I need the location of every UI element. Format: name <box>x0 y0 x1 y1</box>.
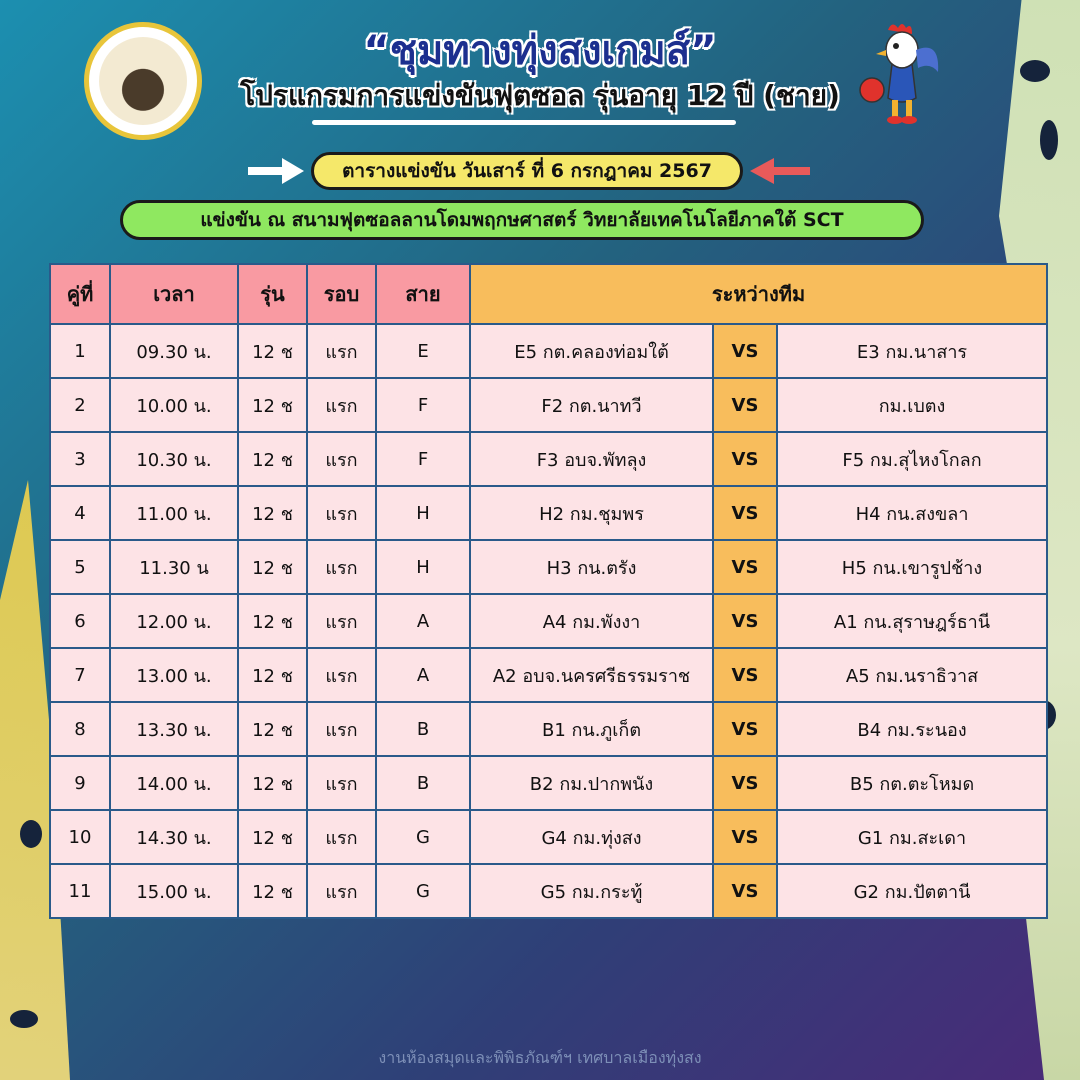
round-cell: แรก <box>307 378 376 432</box>
away-team-cell: B4 กม.ระนอง <box>777 702 1047 756</box>
title-underline <box>312 120 736 125</box>
header-age: รุ่น <box>238 264 307 324</box>
match-time-cell: 09.30 น. <box>110 324 238 378</box>
page-title: “ชุมทางทุ่งสงเกมส์” <box>363 28 717 74</box>
match-number-cell: 1 <box>50 324 110 378</box>
header-teams: ระหว่างทีม <box>470 264 1047 324</box>
vs-label-cell: VS <box>713 324 777 378</box>
round-cell: แรก <box>307 432 376 486</box>
home-team-cell: B2 กม.ปากพนัง <box>470 756 713 810</box>
match-time-cell: 15.00 น. <box>110 864 238 918</box>
vs-label-cell: VS <box>713 648 777 702</box>
table-row <box>50 648 1047 702</box>
match-number-cell: 10 <box>50 810 110 864</box>
round-cell: แรก <box>307 864 376 918</box>
round-cell: แรก <box>307 486 376 540</box>
age-group-cell: 12 ช <box>238 702 307 756</box>
round-cell: แรก <box>307 810 376 864</box>
match-number-cell: 7 <box>50 648 110 702</box>
match-number-cell: 3 <box>50 432 110 486</box>
match-time-cell: 13.00 น. <box>110 648 238 702</box>
match-time-cell: 14.30 น. <box>110 810 238 864</box>
table-row <box>50 486 1047 540</box>
ink-splat <box>10 1010 38 1028</box>
age-group-cell: 12 ช <box>238 648 307 702</box>
vs-label-cell: VS <box>713 432 777 486</box>
group-cell: H <box>376 540 470 594</box>
match-time-cell: 12.00 น. <box>110 594 238 648</box>
footer-credit: งานห้องสมุดและพิพิธภัณฑ์ฯ เทศบาลเมืองทุ่งสง <box>378 1048 702 1067</box>
away-team-cell: G2 กม.ปัตตานี <box>777 864 1047 918</box>
home-team-cell: F3 อบจ.พัทลุง <box>470 432 713 486</box>
round-cell: แรก <box>307 594 376 648</box>
age-group-cell: 12 ช <box>238 594 307 648</box>
home-team-cell: A4 กม.พังงา <box>470 594 713 648</box>
away-team-cell: G1 กม.สะเดา <box>777 810 1047 864</box>
group-cell: G <box>376 810 470 864</box>
ink-splat <box>20 820 42 848</box>
table-row <box>50 810 1047 864</box>
home-team-cell: E5 กต.คลองท่อมใต้ <box>470 324 713 378</box>
age-group-cell: 12 ช <box>238 486 307 540</box>
match-number-cell: 2 <box>50 378 110 432</box>
home-team-cell: H3 กน.ตรัง <box>470 540 713 594</box>
header-round: รอบ <box>307 264 376 324</box>
vs-label-cell: VS <box>713 702 777 756</box>
table-row <box>50 594 1047 648</box>
header-time: เวลา <box>110 264 238 324</box>
away-team-cell: H5 กน.เขารูปช้าง <box>777 540 1047 594</box>
age-group-cell: 12 ช <box>238 540 307 594</box>
age-group-cell: 12 ช <box>238 378 307 432</box>
age-group-cell: 12 ช <box>238 324 307 378</box>
away-team-cell: B5 กต.ตะโหมด <box>777 756 1047 810</box>
round-cell: แรก <box>307 648 376 702</box>
home-team-cell: G5 กม.กระทู้ <box>470 864 713 918</box>
group-cell: A <box>376 648 470 702</box>
match-number-cell: 6 <box>50 594 110 648</box>
vs-label-cell: VS <box>713 486 777 540</box>
match-number-cell: 8 <box>50 702 110 756</box>
home-team-cell: B1 กน.ภูเก็ต <box>470 702 713 756</box>
match-date-label: ตารางแข่งขัน วันเสาร์ ที่ 6 กรกฎาคม 2567 <box>311 152 743 190</box>
group-cell: A <box>376 594 470 648</box>
table-row <box>50 756 1047 810</box>
arrow-right-icon <box>248 156 304 186</box>
match-time-cell: 14.00 น. <box>110 756 238 810</box>
away-team-cell: E3 กม.นาสาร <box>777 324 1047 378</box>
away-team-cell: A1 กน.สุราษฎร์ธานี <box>777 594 1047 648</box>
table-header-row <box>50 264 1047 324</box>
ink-splat <box>1040 120 1058 160</box>
match-time-cell: 10.30 น. <box>110 432 238 486</box>
away-team-cell: A5 กม.นราธิวาส <box>777 648 1047 702</box>
vs-label-cell: VS <box>713 540 777 594</box>
vs-label-cell: VS <box>713 378 777 432</box>
header-group: สาย <box>376 264 470 324</box>
table-row <box>50 864 1047 918</box>
home-team-cell: H2 กม.ชุมพร <box>470 486 713 540</box>
home-team-cell: A2 อบจ.นครศรีธรรมราช <box>470 648 713 702</box>
age-group-cell: 12 ช <box>238 864 307 918</box>
header-no: คู่ที่ <box>50 264 110 324</box>
home-team-cell: F2 กต.นาทวี <box>470 378 713 432</box>
group-cell: B <box>376 756 470 810</box>
home-team-cell: G4 กม.ทุ่งสง <box>470 810 713 864</box>
table-row <box>50 324 1047 378</box>
age-group-cell: 12 ช <box>238 432 307 486</box>
vs-label-cell: VS <box>713 594 777 648</box>
page-subtitle: โปรแกรมการแข่งขันฟุตซอล รุ่นอายุ 12 ปี (ชาย) <box>240 79 840 112</box>
table-row <box>50 378 1047 432</box>
group-cell: F <box>376 378 470 432</box>
group-cell: E <box>376 324 470 378</box>
table-row <box>50 702 1047 756</box>
round-cell: แรก <box>307 540 376 594</box>
group-cell: B <box>376 702 470 756</box>
vs-label-cell: VS <box>713 756 777 810</box>
away-team-cell: กม.เบตง <box>777 378 1047 432</box>
match-time-cell: 13.30 น. <box>110 702 238 756</box>
match-schedule-table <box>49 263 1048 919</box>
away-team-cell: F5 กม.สุไหงโกลก <box>777 432 1047 486</box>
vs-label-cell: VS <box>713 864 777 918</box>
group-cell: G <box>376 864 470 918</box>
match-number-cell: 9 <box>50 756 110 810</box>
match-time-cell: 11.30 น <box>110 540 238 594</box>
match-number-cell: 4 <box>50 486 110 540</box>
round-cell: แรก <box>307 324 376 378</box>
table-row <box>50 432 1047 486</box>
age-group-cell: 12 ช <box>238 756 307 810</box>
round-cell: แรก <box>307 756 376 810</box>
table-row <box>50 540 1047 594</box>
match-number-cell: 11 <box>50 864 110 918</box>
match-number-cell: 5 <box>50 540 110 594</box>
round-cell: แรก <box>307 702 376 756</box>
match-time-cell: 10.00 น. <box>110 378 238 432</box>
group-cell: H <box>376 486 470 540</box>
group-cell: F <box>376 432 470 486</box>
arrow-left-icon <box>750 156 810 186</box>
match-time-cell: 11.00 น. <box>110 486 238 540</box>
age-group-cell: 12 ช <box>238 810 307 864</box>
vs-label-cell: VS <box>713 810 777 864</box>
venue-label: แข่งขัน ณ สนามฟุตซอลลานโดมพฤกษศาสตร์ วิทยาลัยเทคโนโลยีภาคใต้ SCT <box>120 200 924 240</box>
away-team-cell: H4 กน.สงขลา <box>777 486 1047 540</box>
